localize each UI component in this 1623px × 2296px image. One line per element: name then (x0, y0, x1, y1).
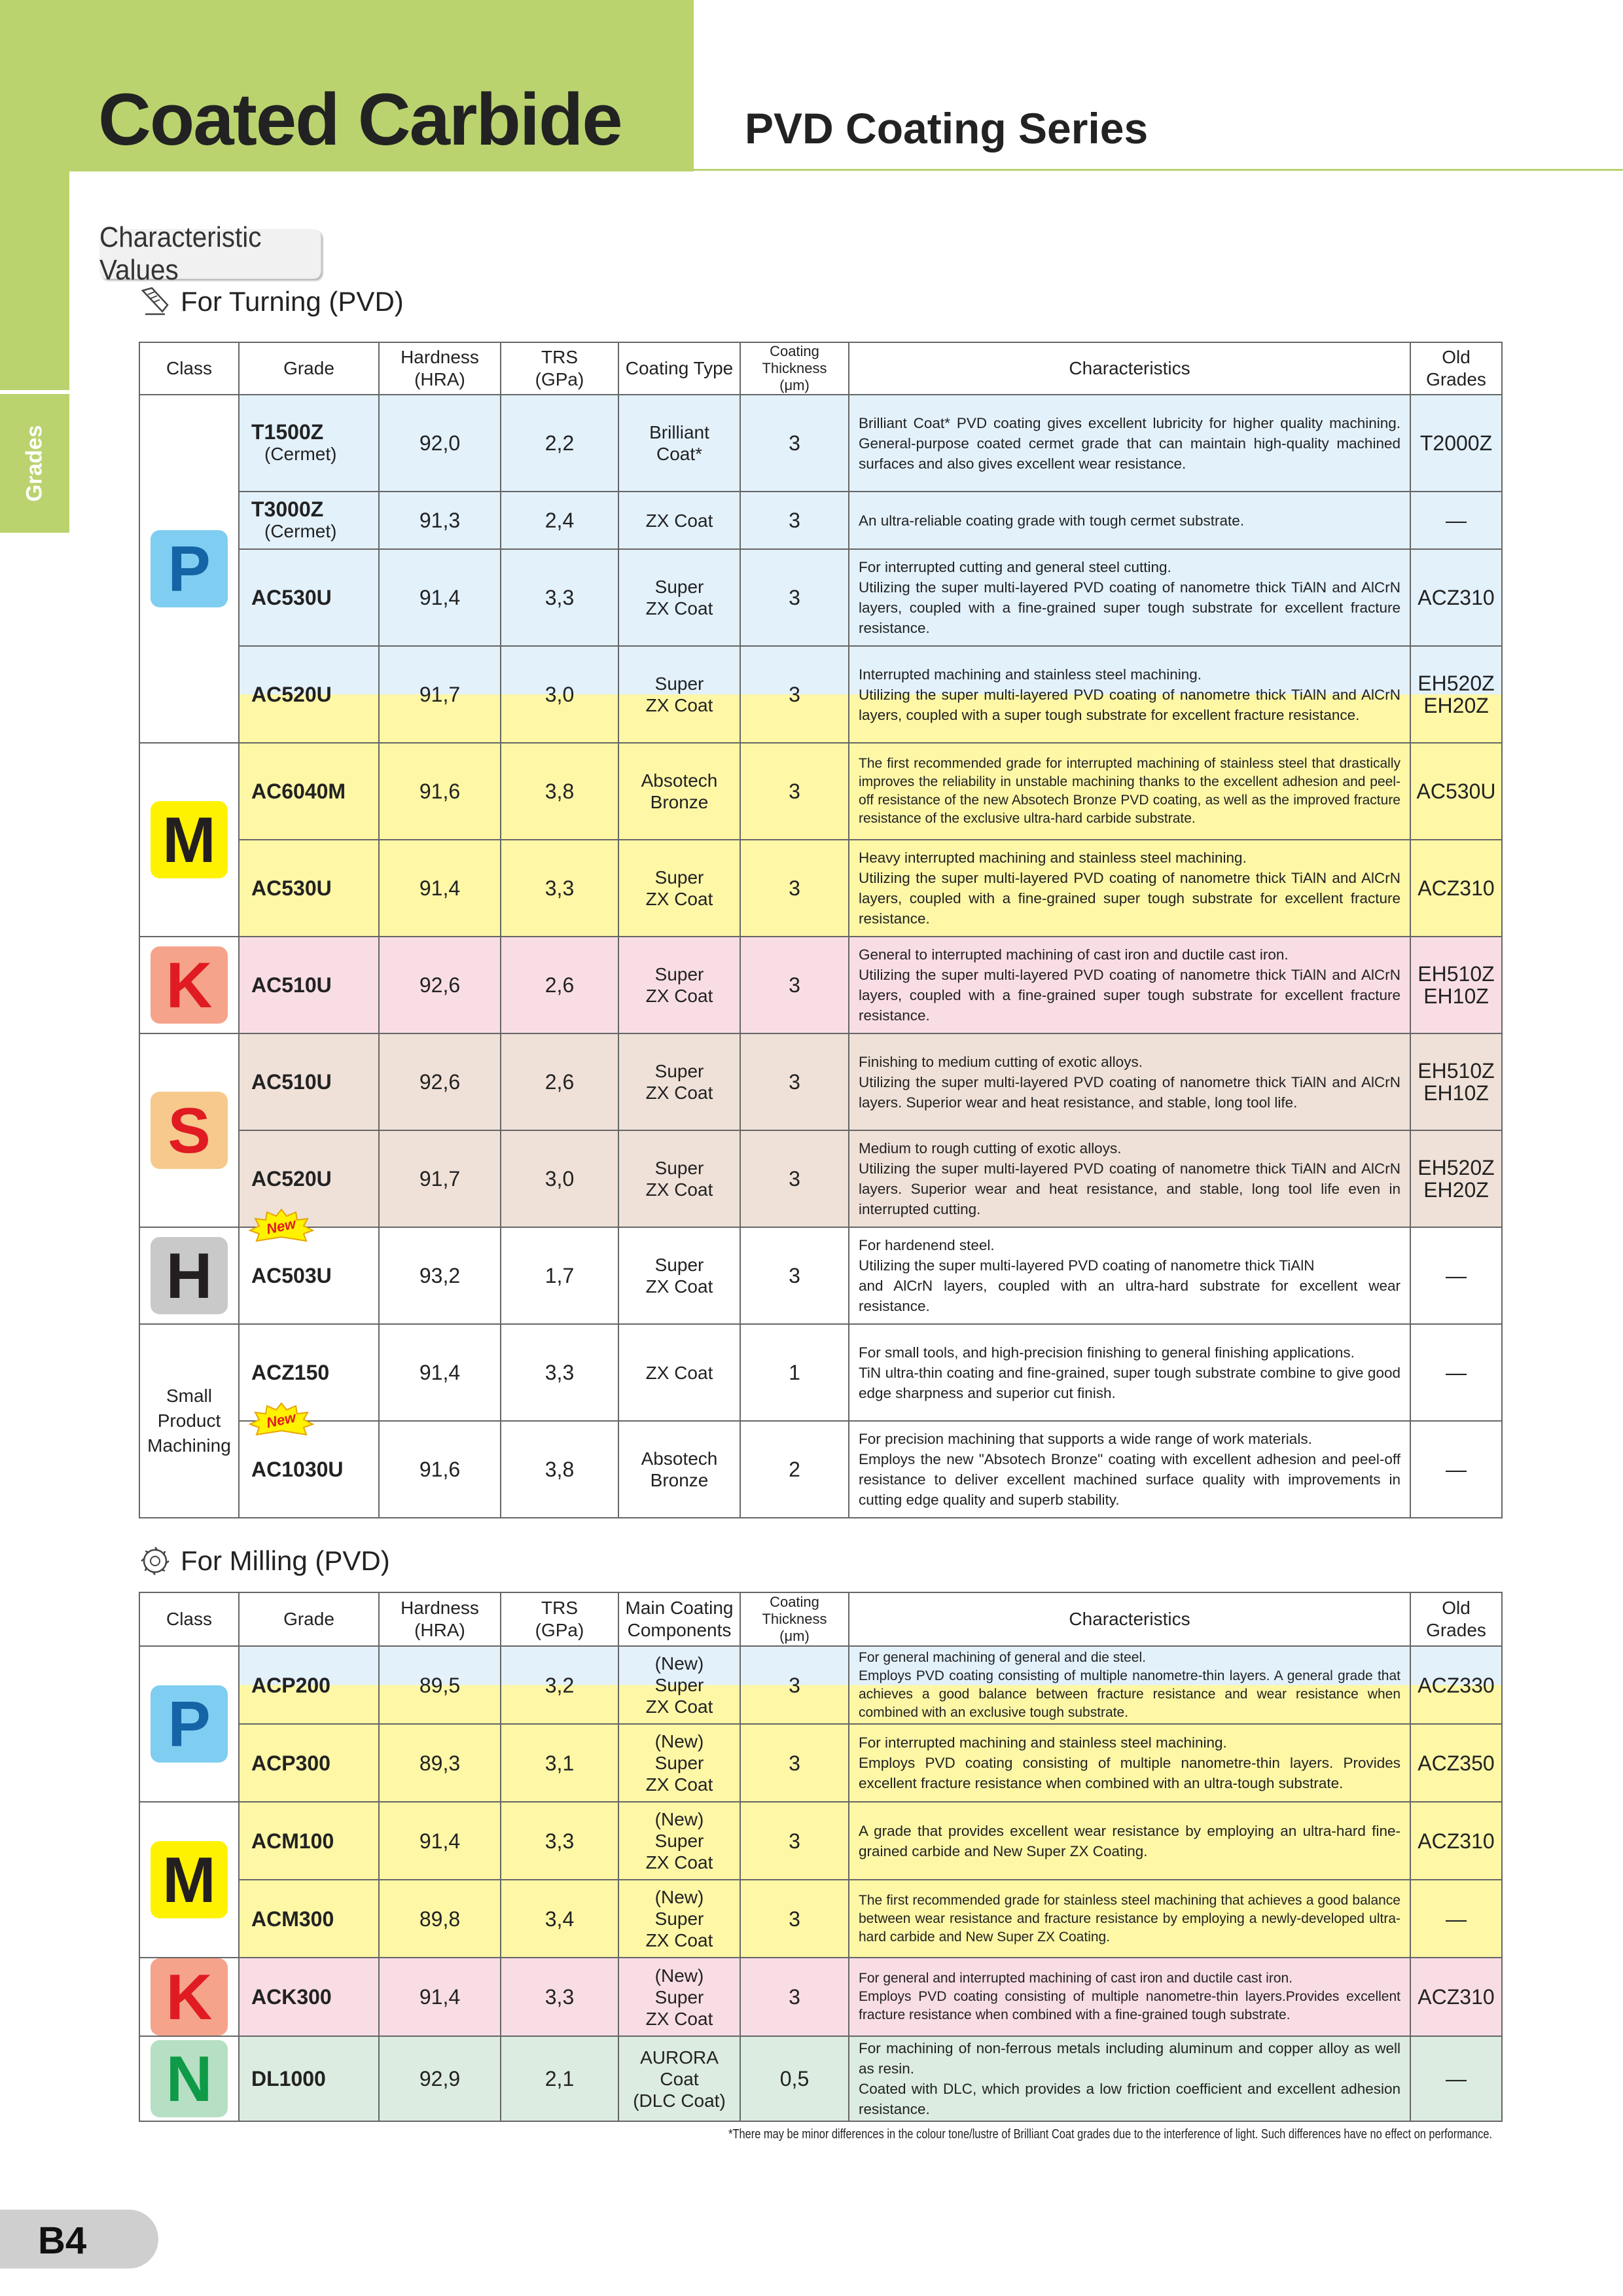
old-grade-cell: ACZ310 (1410, 840, 1502, 937)
hardness-cell: 91,3 (379, 492, 501, 549)
characteristics-cell: Interrupted machining and stainless steel machining. Utilizing the super multi-layered PVD coating of nanometre thick TiAlN and AlCrN layers, coupled with a super tough substrate for excellent fracture resistance. (849, 646, 1410, 743)
thickness-cell: 3 (740, 492, 849, 549)
old-grade-cell: — (1410, 2036, 1502, 2121)
thickness-cell: 3 (740, 1227, 849, 1324)
new-badge (247, 1402, 315, 1436)
class-badge-h: H (151, 1237, 228, 1314)
turning-row (139, 743, 1502, 840)
milling-row (139, 1880, 1502, 1958)
grade-cell (239, 1408, 379, 1518)
old-grade-cell: — (1410, 1880, 1502, 1958)
hardness-cell: 89,8 (379, 1880, 501, 1958)
turning-table (139, 342, 1503, 1518)
class-badge-k: K (151, 1958, 228, 2036)
old-grade-cell: AC530U (1410, 743, 1502, 840)
hardness-cell: 92,6 (379, 1033, 501, 1130)
hardness-cell: 92,0 (379, 395, 501, 492)
thickness-cell: 3 (740, 1033, 849, 1130)
thickness-cell: 3 (740, 1724, 849, 1802)
hardness-cell: 89,5 (379, 1646, 501, 1724)
thickness-cell: 3 (740, 1130, 849, 1227)
grade-cell (239, 937, 379, 1033)
footnote: *There may be minor differences in the colour tone/lustre of Brilliant Coat grades due to the interference of light. Such differences have no effect on performance. (728, 2127, 1492, 2142)
turning-row (139, 937, 1502, 1033)
grade-cell (239, 492, 379, 549)
trs-cell: 3,0 (501, 646, 618, 743)
trs-cell: 1,7 (501, 1227, 618, 1324)
hardness-cell: 91,6 (379, 1421, 501, 1518)
trs-cell: 3,3 (501, 1324, 618, 1421)
class-cell-N (139, 2036, 239, 2121)
grade-name: AC1030U (251, 1458, 344, 1481)
turning-row (139, 1421, 1502, 1518)
class-badge-p: P (151, 1685, 228, 1763)
col-characteristics: Characteristics (849, 342, 1410, 395)
grade-name: AC520U (251, 683, 332, 706)
grade-name: T1500Z (251, 420, 324, 444)
class-cell-S (139, 1033, 239, 1227)
class-cell-M (139, 743, 239, 937)
grade-cell (239, 395, 379, 492)
grade-name: ACP200 (251, 1673, 330, 1697)
old-grade-cell: EH510Z EH10Z (1410, 937, 1502, 1033)
hardness-cell: 89,3 (379, 1724, 501, 1802)
hardness-cell: 91,4 (379, 1802, 501, 1880)
col-hardness: Hardness (HRA) (379, 342, 501, 395)
grade-cell (239, 1724, 379, 1802)
col-class: Class (139, 342, 239, 395)
grade-name: AC520U (251, 1167, 332, 1191)
col-grade: Grade (239, 342, 379, 395)
turning-row (139, 1033, 1502, 1130)
milling-row (139, 1958, 1502, 2036)
thickness-cell: 1 (740, 1324, 849, 1421)
old-grade-cell: ACZ310 (1410, 1958, 1502, 2036)
thickness-cell: 2 (740, 1421, 849, 1518)
coating-cell: (New) Super ZX Coat (618, 1646, 740, 1724)
class-cell-K (139, 937, 239, 1033)
characteristics-cell: An ultra-reliable coating grade with tough cermet substrate. (849, 492, 1410, 549)
thickness-cell: 0,5 (740, 2036, 849, 2121)
coating-cell: (New) Super ZX Coat (618, 1724, 740, 1802)
characteristics-cell: For hardenend steel. Utilizing the super multi-layered PVD coating of nanometre thick TiAlN and AlCrN layers, coupled with an ultra-hard substrate for excellent wear resistance. (849, 1227, 1410, 1324)
hardness-cell: 92,9 (379, 2036, 501, 2121)
thickness-cell: 3 (740, 1880, 849, 1958)
characteristics-cell: For precision machining that supports a wide range of work materials. Employs the new "Absotech Bronze" coating with excellent adhesion and peel-off resistance to deliver excellent machined surface quality with improvements in cutting edge quality and superb stability. (849, 1421, 1410, 1518)
header-rule (694, 169, 1623, 171)
hardness-cell: 91,4 (379, 840, 501, 937)
coating-cell: Brilliant Coat* (618, 395, 740, 492)
grade-cell (239, 1215, 379, 1324)
col-coating-thickness: Coating Thickness (μm) (740, 342, 849, 395)
page-number: B4 (38, 2219, 87, 2262)
coating-cell: Absotech Bronze (618, 1421, 740, 1518)
grade-name: DL1000 (251, 2067, 326, 2090)
thickness-cell: 3 (740, 1802, 849, 1880)
thickness-cell: 3 (740, 395, 849, 492)
old-grade-cell: ACZ310 (1410, 549, 1502, 646)
coating-cell: Absotech Bronze (618, 743, 740, 840)
characteristics-cell: The first recommended grade for interrupted machining of stainless steel that drastically improves the reliability in unstable machining thanks to the excellent adhesion and peel-off resistance of the new Absotech Bronze PVD coating, as well as the improved fracture resistance of the exclusive ultra-hard carbide substrate. (849, 743, 1410, 840)
characteristics-cell: For general and interrupted machining of cast iron and ductile cast iron. Employs PVD coating consisting of multiple nanometre-thin layers.Provides excellent fracture resistance when combined with a fine-grained tough substrate. (849, 1958, 1410, 2036)
col-class: Class (139, 1592, 239, 1646)
milling-row (139, 1646, 1502, 1724)
hardness-cell: 92,6 (379, 937, 501, 1033)
grade-name: AC510U (251, 1070, 332, 1094)
col-main-coating: Main Coating Components (618, 1592, 740, 1646)
class-cell-M (139, 1802, 239, 1958)
svg-text:New: New (264, 1408, 298, 1431)
trs-cell: 3,8 (501, 743, 618, 840)
col-trs: TRS (GPa) (501, 1592, 618, 1646)
trs-cell: 3,2 (501, 1646, 618, 1724)
old-grade-cell: ACZ310 (1410, 1802, 1502, 1880)
col-hardness: Hardness (HRA) (379, 1592, 501, 1646)
page-subtitle: PVD Coating Series (745, 104, 1149, 152)
col-coating-type: Coating Type (618, 342, 740, 395)
grade-name: AC510U (251, 973, 332, 997)
class-cell-H (139, 1227, 239, 1324)
class-cell-small (139, 1324, 239, 1518)
old-grade-cell: — (1410, 1421, 1502, 1518)
col-coating-thickness: Coating Thickness (μm) (740, 1592, 849, 1646)
characteristics-cell: For interrupted machining and stainless steel machining. Employs PVD coating consisting of multiple nanometre-thin layers. Provides excellent fracture resistance when combined with an ultra-tough substrate. (849, 1724, 1410, 1802)
turning-row (139, 1324, 1502, 1421)
col-trs: TRS (GPa) (501, 342, 618, 395)
old-grade-cell: ACZ330 (1410, 1646, 1502, 1724)
class-cell-K (139, 1958, 239, 2036)
trs-cell: 2,6 (501, 937, 618, 1033)
trs-cell: 3,3 (501, 1802, 618, 1880)
old-grade-cell: EH520Z EH20Z (1410, 646, 1502, 743)
grade-cell (239, 1802, 379, 1880)
milling-row (139, 2036, 1502, 2121)
grade-name: T3000Z (251, 497, 324, 521)
characteristics-cell: A grade that provides excellent wear resistance by employing an ultra-hard fine-grained carbide and New Super ZX Coating. (849, 1802, 1410, 1880)
col-old-grades: Old Grades (1410, 1592, 1502, 1646)
grade-cell (239, 840, 379, 937)
milling-heading-text: For Milling (PVD) (181, 1545, 390, 1576)
trs-cell: 3,4 (501, 1880, 618, 1958)
milling-table (139, 1592, 1503, 2122)
coating-cell: (New) Super ZX Coat (618, 1958, 740, 2036)
class-label-small: Small Product Machining (147, 1386, 231, 1456)
hardness-cell: 91,7 (379, 646, 501, 743)
characteristics-cell: Heavy interrupted machining and stainless steel machining. Utilizing the super multi-layered PVD coating of nanometre thick TiAlN and AlCrN layers, coupled with a fine-grained super tough substrate for excellent fracture resistance. (849, 840, 1410, 937)
side-band (0, 171, 69, 390)
coating-cell: ZX Coat (618, 1324, 740, 1421)
old-grade-cell: ACZ350 (1410, 1724, 1502, 1802)
page-number-tab (0, 2210, 158, 2269)
class-cell-P (139, 1646, 239, 1802)
grade-substrate: (Cermet) (264, 521, 337, 541)
grade-name: ACZ150 (251, 1361, 330, 1384)
col-characteristics: Characteristics (849, 1592, 1410, 1646)
grade-cell (239, 549, 379, 646)
col-old-grades: Old Grades (1410, 342, 1502, 395)
grade-cell (239, 1958, 379, 2036)
hardness-cell: 91,4 (379, 549, 501, 646)
svg-text:New: New (264, 1215, 298, 1238)
side-tab-grades (0, 394, 69, 533)
grade-cell (239, 1880, 379, 1958)
trs-cell: 3,3 (501, 1958, 618, 2036)
coating-cell: Super ZX Coat (618, 840, 740, 937)
hardness-cell: 91,4 (379, 1324, 501, 1421)
grade-name: AC503U (251, 1264, 332, 1287)
characteristics-cell: For interrupted cutting and general steel cutting. Utilizing the super multi-layered PVD coating of nanometre thick TiAlN and AlCrN layers, coupled with a fine-grained super tough substrate for excellent fracture resistance. (849, 549, 1410, 646)
milling-cutter-icon (139, 1545, 171, 1577)
milling-row (139, 1802, 1502, 1880)
thickness-cell: 3 (740, 1958, 849, 2036)
trs-cell: 2,1 (501, 2036, 618, 2121)
milling-header-row (139, 1592, 1502, 1646)
grade-cell (239, 2036, 379, 2121)
grade-name: AC530U (251, 876, 332, 900)
coating-cell: AURORA Coat (DLC Coat) (618, 2036, 740, 2121)
old-grade-cell: T2000Z (1410, 395, 1502, 492)
turning-row (139, 646, 1502, 743)
turning-row (139, 395, 1502, 492)
hardness-cell: 93,2 (379, 1227, 501, 1324)
coating-cell: (New) Super ZX Coat (618, 1880, 740, 1958)
characteristics-cell: For general machining of general and die steel. Employs PVD coating consisting of multiple nanometre-thin layers. A general grade that achieves a good balance between fracture resistance and wear resistance when combined with an exclusive tough substrate. (849, 1646, 1410, 1724)
grade-name: ACK300 (251, 1985, 332, 2009)
trs-cell: 2,6 (501, 1033, 618, 1130)
grade-cell (239, 743, 379, 840)
grade-cell (239, 1646, 379, 1724)
trs-cell: 3,3 (501, 549, 618, 646)
side-tab-label: Grades (22, 425, 47, 502)
coating-cell: Super ZX Coat (618, 549, 740, 646)
thickness-cell: 3 (740, 646, 849, 743)
trs-cell: 3,0 (501, 1130, 618, 1227)
col-grade: Grade (239, 1592, 379, 1646)
coating-cell: Super ZX Coat (618, 937, 740, 1033)
characteristics-cell: Brilliant Coat* PVD coating gives excellent lubricity for higher quality machining. General-purpose coated cermet grade that can maintain high-quality machined surfaces and also gives excellent wear resistance. (849, 395, 1410, 492)
grade-substrate: (Cermet) (264, 444, 337, 464)
grade-name: AC6040M (251, 780, 346, 803)
grade-name: AC530U (251, 586, 332, 609)
hardness-cell: 91,7 (379, 1130, 501, 1227)
turning-row (139, 1227, 1502, 1324)
characteristics-cell: For machining of non-ferrous metals including aluminum and copper alloy as well as resin. Coated with DLC, which provides a low friction coefficient and excellent adhesion resistance. (849, 2036, 1410, 2121)
hardness-cell: 91,4 (379, 1958, 501, 2036)
trs-cell: 2,2 (501, 395, 618, 492)
turning-row (139, 549, 1502, 646)
class-badge-s: S (151, 1092, 228, 1169)
old-grade-cell: EH510Z EH10Z (1410, 1033, 1502, 1130)
milling-row (139, 1724, 1502, 1802)
turning-heading-text: For Turning (PVD) (181, 286, 404, 317)
page-title: Coated Carbide (98, 79, 622, 160)
trs-cell: 3,8 (501, 1421, 618, 1518)
grade-name: ACM100 (251, 1829, 334, 1853)
class-badge-m: M (151, 1841, 228, 1918)
coating-cell: Super ZX Coat (618, 1033, 740, 1130)
characteristics-cell: Finishing to medium cutting of exotic alloys. Utilizing the super multi-layered PVD coating of nanometre thick TiAlN and AlCrN layers. Superior wear and heat resistance, and stable, long tool life. (849, 1033, 1410, 1130)
trs-cell: 3,1 (501, 1724, 618, 1802)
characteristics-cell: For small tools, and high-precision finishing to general finishing applications. TiN ultra-thin coating and fine-grained, super tough substrate combine to give good edge sharpness and superior cut finish. (849, 1324, 1410, 1421)
grade-name: ACP300 (251, 1751, 330, 1775)
coating-cell: (New) Super ZX Coat (618, 1802, 740, 1880)
thickness-cell: 3 (740, 549, 849, 646)
thickness-cell: 3 (740, 840, 849, 937)
class-badge-n: N (151, 2040, 228, 2117)
old-grade-cell: — (1410, 492, 1502, 549)
trs-cell: 3,3 (501, 840, 618, 937)
milling-heading (139, 1545, 390, 1577)
class-badge-k: K (151, 946, 228, 1024)
coating-cell: Super ZX Coat (618, 1227, 740, 1324)
old-grade-cell: — (1410, 1324, 1502, 1421)
coating-cell: Super ZX Coat (618, 1130, 740, 1227)
characteristics-cell: General to interrupted machining of cast iron and ductile cast iron. Utilizing the super multi-layered PVD coating of nanometre thick TiAlN and AlCrN layers, coupled with a fine-grained super tough substrate for excellent fracture resistance. (849, 937, 1410, 1033)
characteristics-cell: Medium to rough cutting of exotic alloys. Utilizing the super multi-layered PVD coating of nanometre thick TiAlN and AlCrN layers. Superior wear and heat resistance, and stable, long tool life even in interrupted cutting. (849, 1130, 1410, 1227)
class-badge-p: P (151, 530, 228, 607)
turning-row (139, 840, 1502, 937)
trs-cell: 2,4 (501, 492, 618, 549)
old-grade-cell: — (1410, 1227, 1502, 1324)
section-label: Characteristic Values (99, 229, 321, 279)
turning-heading (139, 285, 404, 318)
coating-cell: Super ZX Coat (618, 646, 740, 743)
grade-cell (239, 646, 379, 743)
turning-header-row (139, 342, 1502, 395)
thickness-cell: 3 (740, 1646, 849, 1724)
lathe-tool-icon (139, 285, 171, 318)
new-badge (247, 1208, 315, 1242)
grade-name: ACM300 (251, 1907, 334, 1931)
coating-cell: ZX Coat (618, 492, 740, 549)
turning-row (139, 492, 1502, 549)
old-grade-cell: EH520Z EH20Z (1410, 1130, 1502, 1227)
class-cell-P (139, 395, 239, 743)
grade-cell (239, 1033, 379, 1130)
hardness-cell: 91,6 (379, 743, 501, 840)
turning-row (139, 1130, 1502, 1227)
thickness-cell: 3 (740, 937, 849, 1033)
characteristics-cell: The first recommended grade for stainless steel machining that achieves a good balance between wear resistance and fracture resistance by employing a newly-developed ultra-hard carbide and New Super ZX Coating. (849, 1880, 1410, 1958)
thickness-cell: 3 (740, 743, 849, 840)
class-badge-m: M (151, 801, 228, 878)
